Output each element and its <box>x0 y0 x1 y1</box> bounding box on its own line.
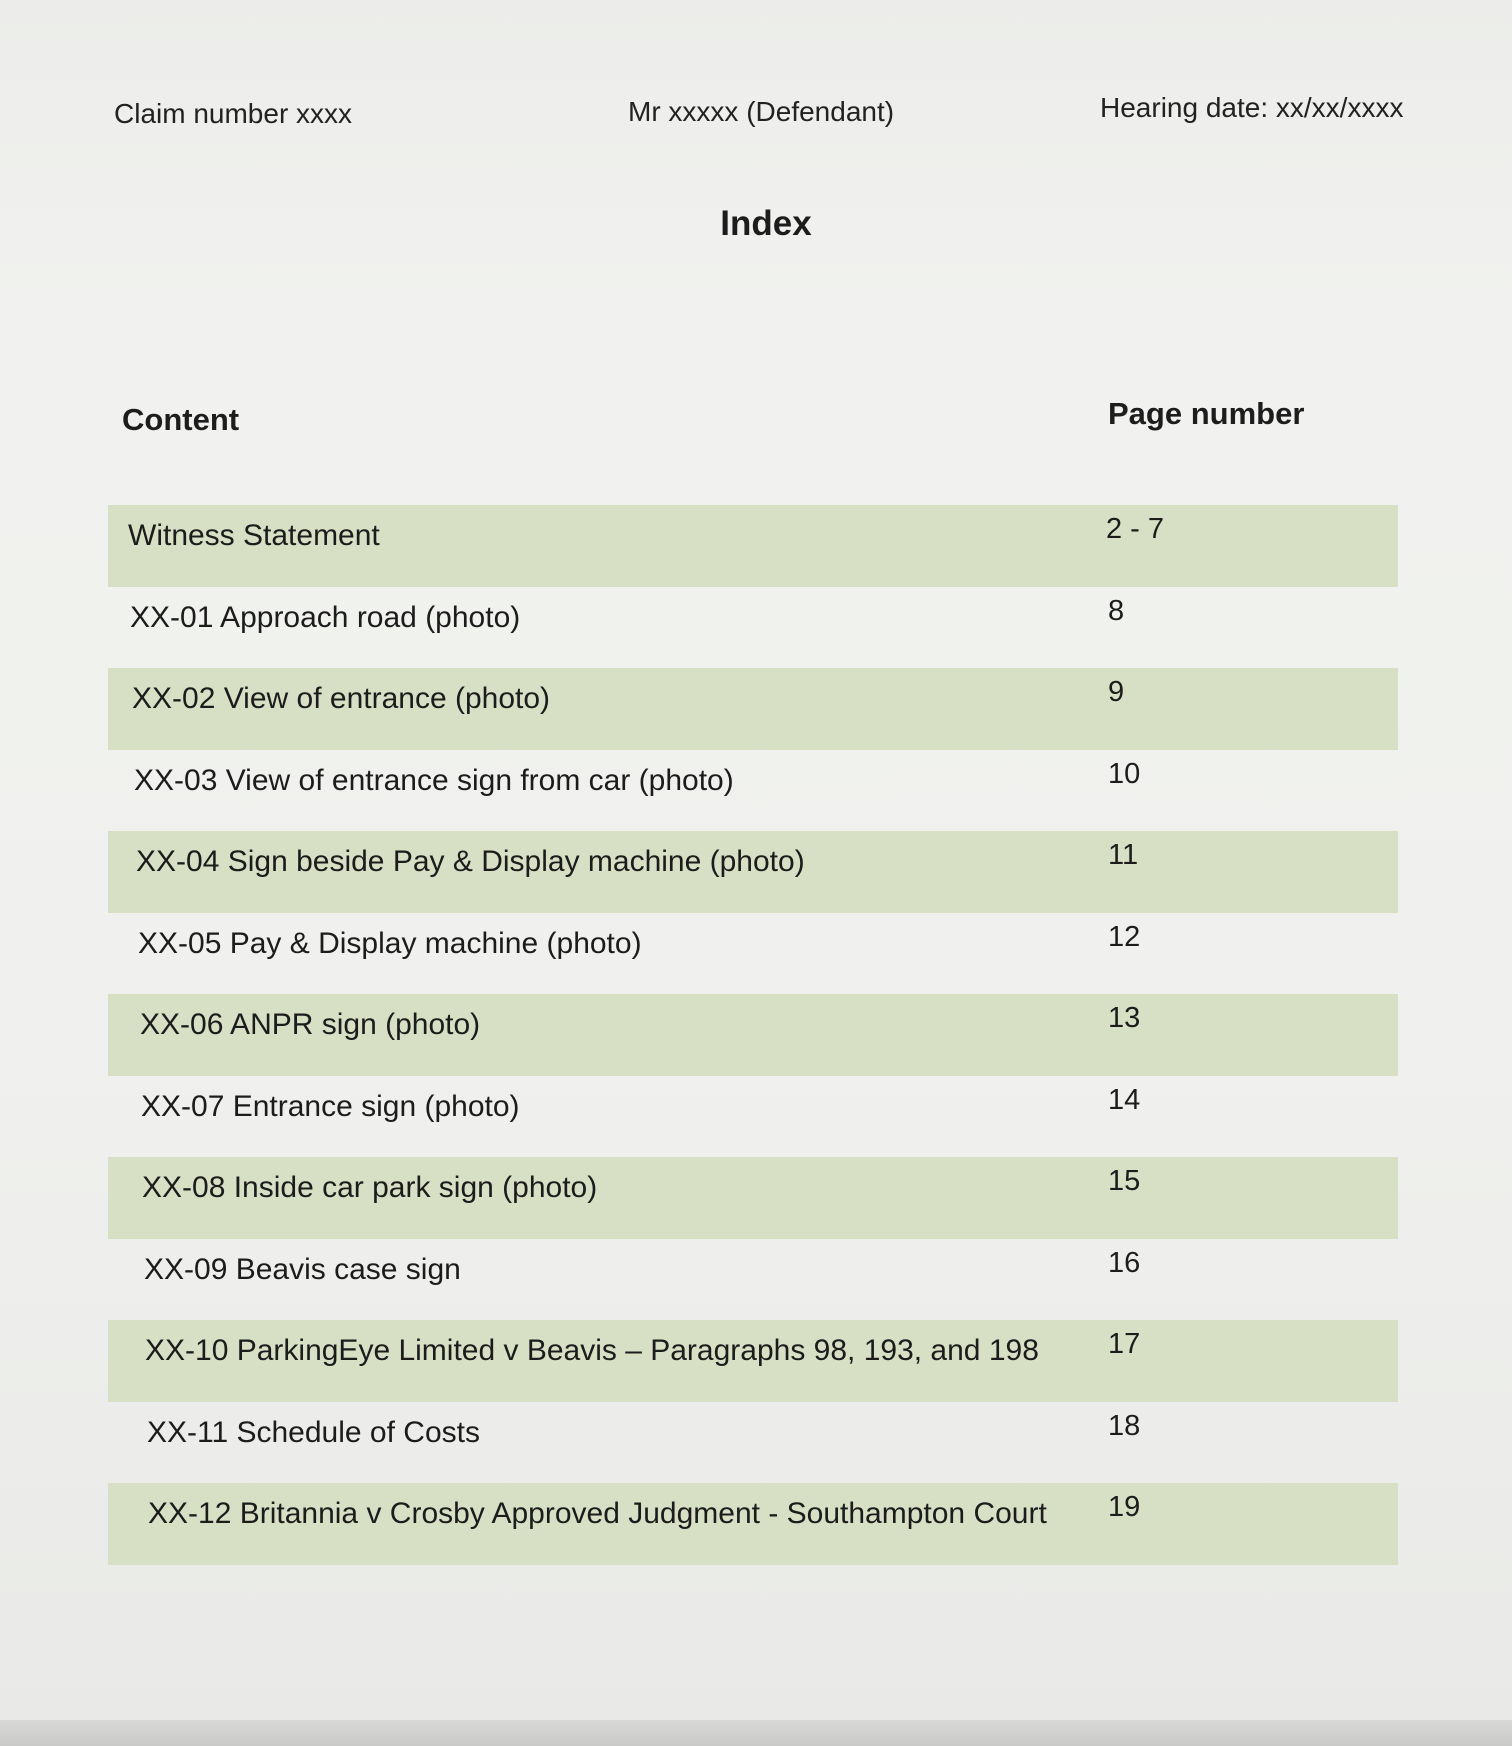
table-row <box>108 1483 1398 1565</box>
screen-bezel <box>0 1720 1512 1746</box>
row-content: XX-11 Schedule of Costs <box>147 1415 480 1449</box>
row-page-number: 9 <box>1108 676 1125 708</box>
row-content: XX-05 Pay & Display machine (photo) <box>138 926 642 960</box>
row-content: XX-04 Sign beside Pay & Display machine (photo) <box>136 845 805 878</box>
row-page-number: 10 <box>1108 757 1141 790</box>
table-row <box>108 1076 1398 1158</box>
row-page-number: 17 <box>1108 1328 1141 1360</box>
row-content: XX-09 Beavis case sign <box>144 1252 461 1286</box>
row-content: XX-02 View of entrance (photo) <box>132 682 551 715</box>
table-row <box>108 994 1398 1076</box>
table-row <box>108 1320 1398 1402</box>
table-row <box>108 750 1398 832</box>
table-row <box>108 913 1398 995</box>
row-page-number: 11 <box>1108 839 1139 871</box>
table-row <box>108 668 1398 750</box>
index-table <box>108 505 1398 1565</box>
row-content: Witness Statement <box>128 519 380 552</box>
table-row <box>108 505 1398 587</box>
row-page-number: 12 <box>1108 920 1141 953</box>
row-page-number: 16 <box>1108 1246 1141 1279</box>
row-content: XX-10 ParkingEye Limited v Beavis – Paragraphs 98, 193, and 198 <box>145 1334 1039 1367</box>
hearing-date: Hearing date: xx/xx/xxxx <box>1100 92 1404 123</box>
table-row <box>108 1157 1398 1239</box>
row-content: XX-01 Approach road (photo) <box>130 600 521 634</box>
table-row <box>108 1239 1398 1321</box>
row-page-number: 13 <box>1108 1002 1141 1034</box>
row-page-number: 2 - 7 <box>1106 513 1165 545</box>
page-title: Index <box>720 204 812 243</box>
column-header-content: Content <box>122 402 240 437</box>
table-row <box>108 831 1398 913</box>
column-header-page-number: Page number <box>1108 396 1305 431</box>
row-page-number: 18 <box>1108 1409 1141 1442</box>
row-content: XX-07 Entrance sign (photo) <box>141 1089 520 1123</box>
row-content: XX-08 Inside car park sign (photo) <box>142 1171 598 1204</box>
row-content: XX-12 Britannia v Crosby Approved Judgment - Southampton Court <box>148 1497 1047 1530</box>
table-row <box>108 587 1398 669</box>
row-content: XX-03 View of entrance sign from car (photo) <box>134 763 734 797</box>
claim-number: Claim number xxxx <box>114 98 353 129</box>
defendant-name: Mr xxxxx (Defendant) <box>628 96 895 127</box>
row-page-number: 15 <box>1108 1165 1141 1197</box>
row-content: XX-06 ANPR sign (photo) <box>140 1008 481 1041</box>
row-page-number: 8 <box>1108 594 1125 627</box>
table-row <box>108 1402 1398 1484</box>
row-page-number: 14 <box>1108 1083 1141 1116</box>
row-page-number: 19 <box>1108 1491 1141 1523</box>
